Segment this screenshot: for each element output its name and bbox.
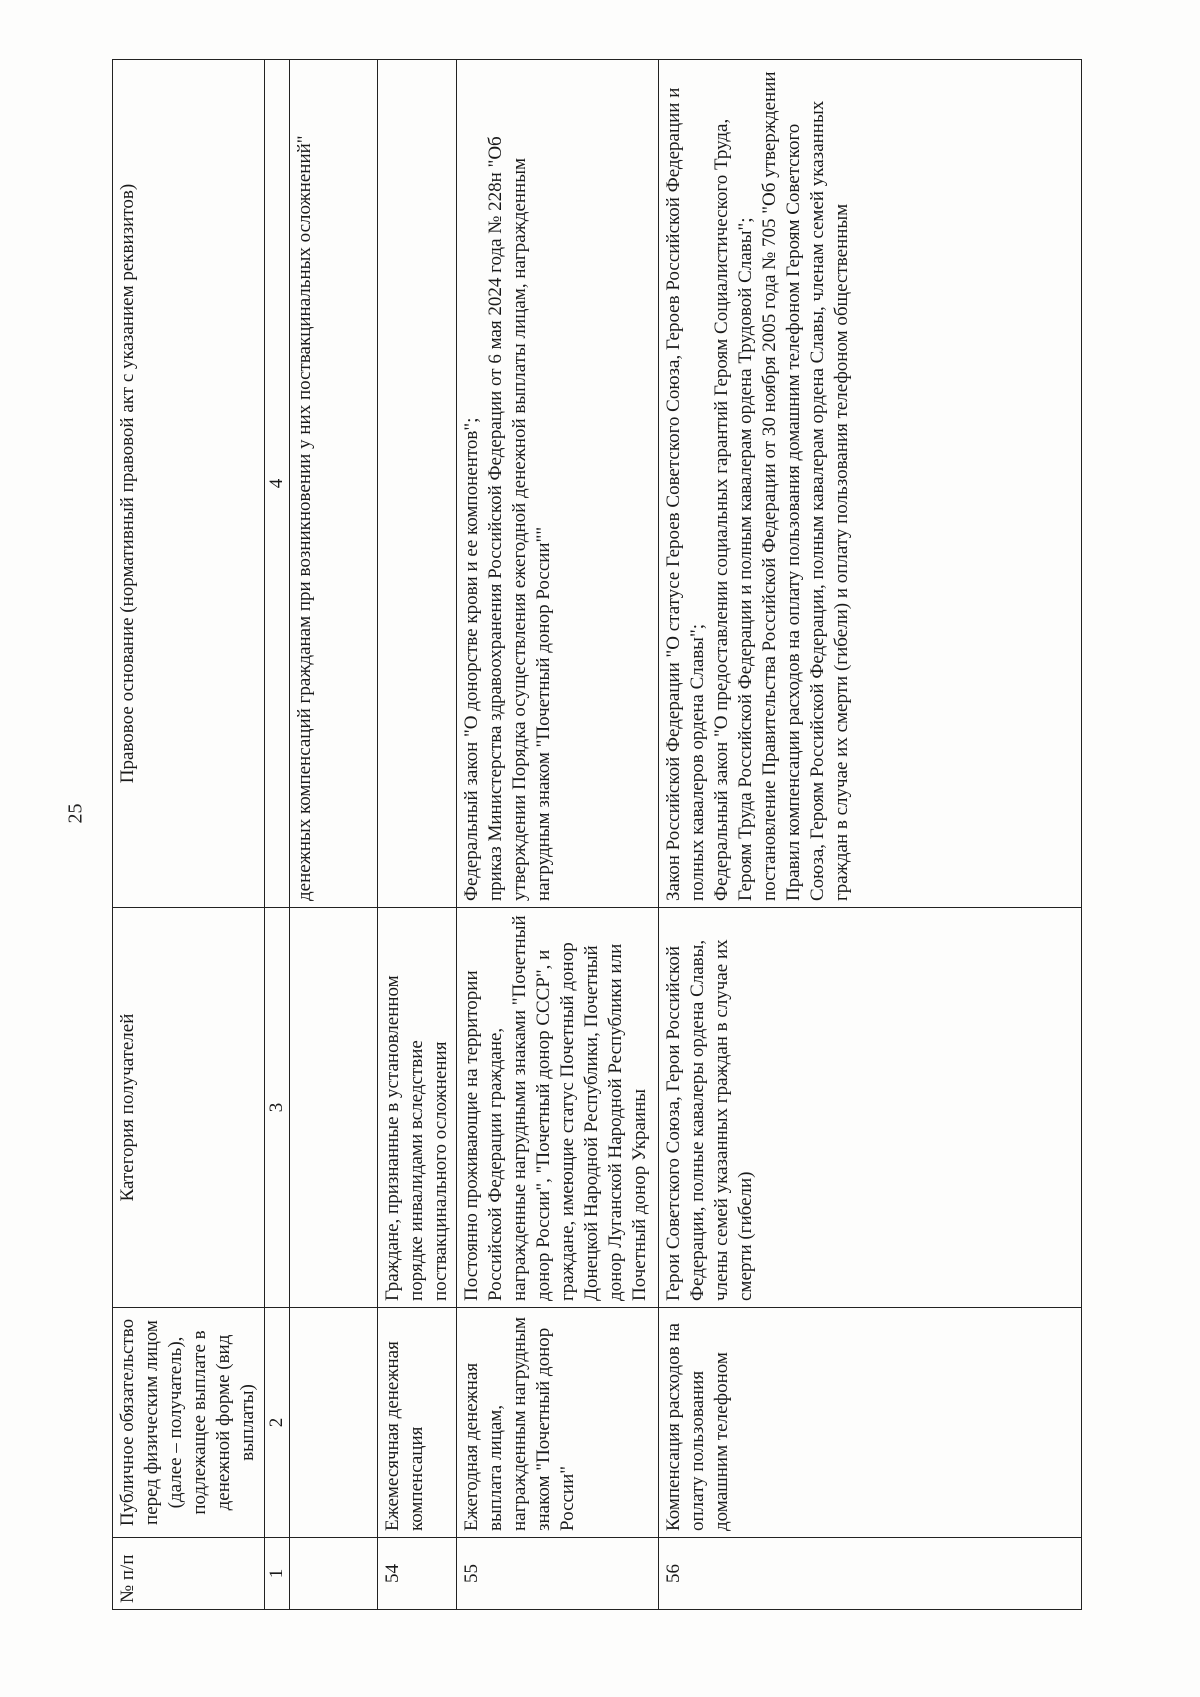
legal-basis-paragraph: Федеральный закон "О донорстве крови и ее компонентов";	[461, 417, 482, 901]
row-obligation: Ежегодная денежная выплата лицам, награжденным нагрудным знаком "Почетный донор России"	[457, 1308, 659, 1538]
column-number-4: 4	[265, 60, 290, 908]
table-row	[457, 60, 659, 1610]
column-number-2: 2	[265, 1308, 290, 1538]
header-legal-basis: Правовое основание (нормативный правовой акт с указанием реквизитов)	[113, 60, 265, 908]
page-number: 25	[64, 803, 87, 824]
row-legal-basis	[659, 60, 1082, 908]
row-category: Граждане, признанные в установленном порядке инвалидами вследствие поствакцинального осложнения	[378, 908, 457, 1308]
row-category: Постоянно проживающие на территории Российской Федерации граждане, награжденные нагрудными знаками "Почетный донор России", "Почетный донор СССР", и граждане, имеющие статус Почетный донор Донецкой Народной Республики, Почетный донор Луганской Народной Республики или Почетный донор Украины	[457, 908, 659, 1308]
row-number: 56	[659, 1538, 1082, 1610]
table-row	[378, 60, 457, 1610]
legal-basis-paragraph: Закон Российской Федерации "О статусе Героев Советского Союза, Героев Российской Федерации и полных кавалеров ордена Славы";	[663, 87, 708, 901]
table-row	[659, 60, 1082, 1610]
row-category: Герои Советского Союза, Герои Российской Федерации, полные кавалеры ордена Славы, члены семей указанных граждан в случае их смерти (гибели)	[659, 908, 1082, 1308]
legal-basis-paragraph: приказ Министерства здравоохранения Российской Федерации от 6 мая 2024 года № 228н "Об утверждении Порядка осуществления ежегодной денежной выплаты лицам, награжденным нагрудным знаком "Почетный донор России""	[485, 136, 554, 901]
row-legal-basis	[378, 60, 457, 908]
row-legal-basis	[457, 60, 659, 908]
legal-basis-paragraph: Федеральный закон "О предоставлении социальных гарантий Героям Социалистического Труда, Героям Труда Российской Федерации и полным кавалерам ордена Трудовой Славы";	[711, 118, 756, 901]
row-obligation: Ежемесячная денежная компенсация	[378, 1308, 457, 1538]
header-num: № п/п	[113, 1538, 265, 1610]
header-category: Категория получателей	[113, 908, 265, 1308]
continuation-legal-basis: денежных компенсаций гражданам при возникновении у них поствакцинальных осложнений"	[290, 60, 378, 908]
header-row	[113, 60, 265, 1610]
payments-table	[112, 59, 1082, 1610]
row-obligation: Компенсация расходов на оплату пользования домашним телефоном	[659, 1308, 1082, 1538]
header-obligation: Публичное обязательство перед физическим лицом (далее – получатель), подлежащее выплате в денежной форме (вид выплаты)	[113, 1308, 265, 1538]
column-number-1: 1	[265, 1538, 290, 1610]
row-number: 54	[378, 1538, 457, 1610]
row-number: 55	[457, 1538, 659, 1610]
table-container	[112, 60, 1082, 1610]
legal-basis-paragraph: постановление Правительства Российской Федерации от 30 ноября 2005 года № 705 "Об утверждении Правил компенсации расходов на оплату пользования домашним телефоном Героям Советского Союза, Героям Российской Федерации, полным кавалерам ордена Славы, членам семей указанных граждан в случае их смерти (гибели) и оплату пользования телефоном общественным	[759, 71, 852, 901]
table-row	[290, 60, 378, 1610]
column-number-3: 3	[265, 908, 290, 1308]
column-number-row	[265, 60, 290, 1610]
